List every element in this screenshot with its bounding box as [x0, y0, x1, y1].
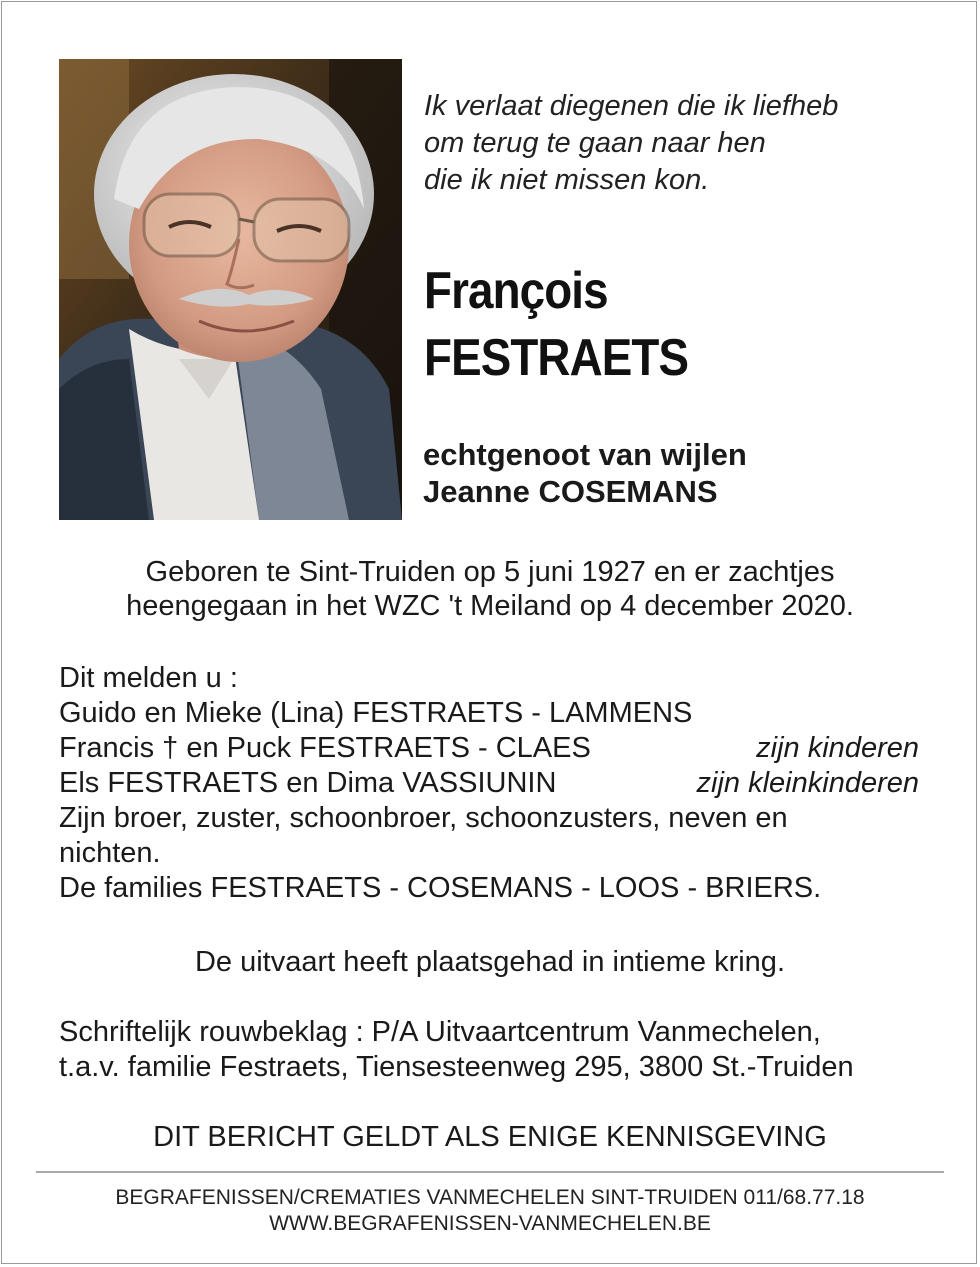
spouse-line-2: Jeanne COSEMANS	[423, 474, 718, 509]
family-list	[59, 661, 919, 906]
deceased-last-name: FESTRAETS	[424, 329, 689, 387]
family-grandchildren: Els FESTRAETS en Dima VASSIUNIN	[59, 767, 557, 799]
family-child-2: Francis † en Puck FESTRAETS - CLAES	[59, 732, 591, 764]
quote-line: Ik verlaat diegenen die ik liefheb	[424, 90, 839, 122]
family-families: De families FESTRAETS - COSEMANS - LOOS - BRIERS.	[59, 872, 822, 904]
family-grandchildren-row	[59, 766, 919, 801]
funeral-home-footer	[0, 1185, 980, 1237]
condolence-address	[59, 1015, 854, 1085]
portrait-photo	[59, 59, 402, 520]
official-notice: DIT BERICHT GELDT ALS ENIGE KENNISGEVING	[153, 1121, 827, 1153]
deceased-first-name: François	[424, 262, 608, 320]
spouse-info	[423, 436, 747, 510]
footer-divider	[36, 1171, 944, 1173]
family-child-2-row	[59, 731, 919, 766]
quote-line: om terug te gaan naar hen	[424, 127, 766, 159]
quote-line: die ik niet missen kon.	[424, 164, 710, 196]
spouse-line-1: echtgenoot van wijlen	[423, 437, 747, 472]
footer-line-1: BEGRAFENISSEN/CREMATIES VANMECHELEN SINT-TRUIDEN 011/68.77.18	[115, 1186, 865, 1209]
death-line: heengegaan in het WZC 't Meiland op 4 december 2020.	[126, 590, 854, 622]
memorial-quote	[424, 88, 838, 199]
family-intro: Dit melden u :	[59, 662, 238, 694]
birth-line: Geboren te Sint-Truiden op 5 juni 1927 en er zachtjes	[145, 556, 835, 588]
birth-death-text	[0, 555, 980, 623]
address-line-1: Schriftelijk rouwbeklag : P/A Uitvaartcentrum Vanmechelen,	[59, 1016, 821, 1048]
family-child-1: Guido en Mieke (Lina) FESTRAETS - LAMMENS	[59, 697, 693, 729]
grandchildren-relation-label: zijn kleinkinderen	[696, 767, 919, 799]
funeral-text: De uitvaart heeft plaatsgehad in intieme kring.	[194, 946, 785, 978]
family-relatives: Zijn broer, zuster, schoonbroer, schoonzusters, neven en nichten.	[59, 802, 788, 869]
deceased-name	[424, 258, 688, 392]
address-line-2: t.a.v. familie Festraets, Tiensesteenweg 295, 3800 St.-Truiden	[59, 1051, 854, 1083]
footer-website: WWW.BEGRAFENISSEN-VANMECHELEN.BE	[269, 1212, 711, 1235]
children-relation-label: zijn kinderen	[756, 732, 919, 764]
